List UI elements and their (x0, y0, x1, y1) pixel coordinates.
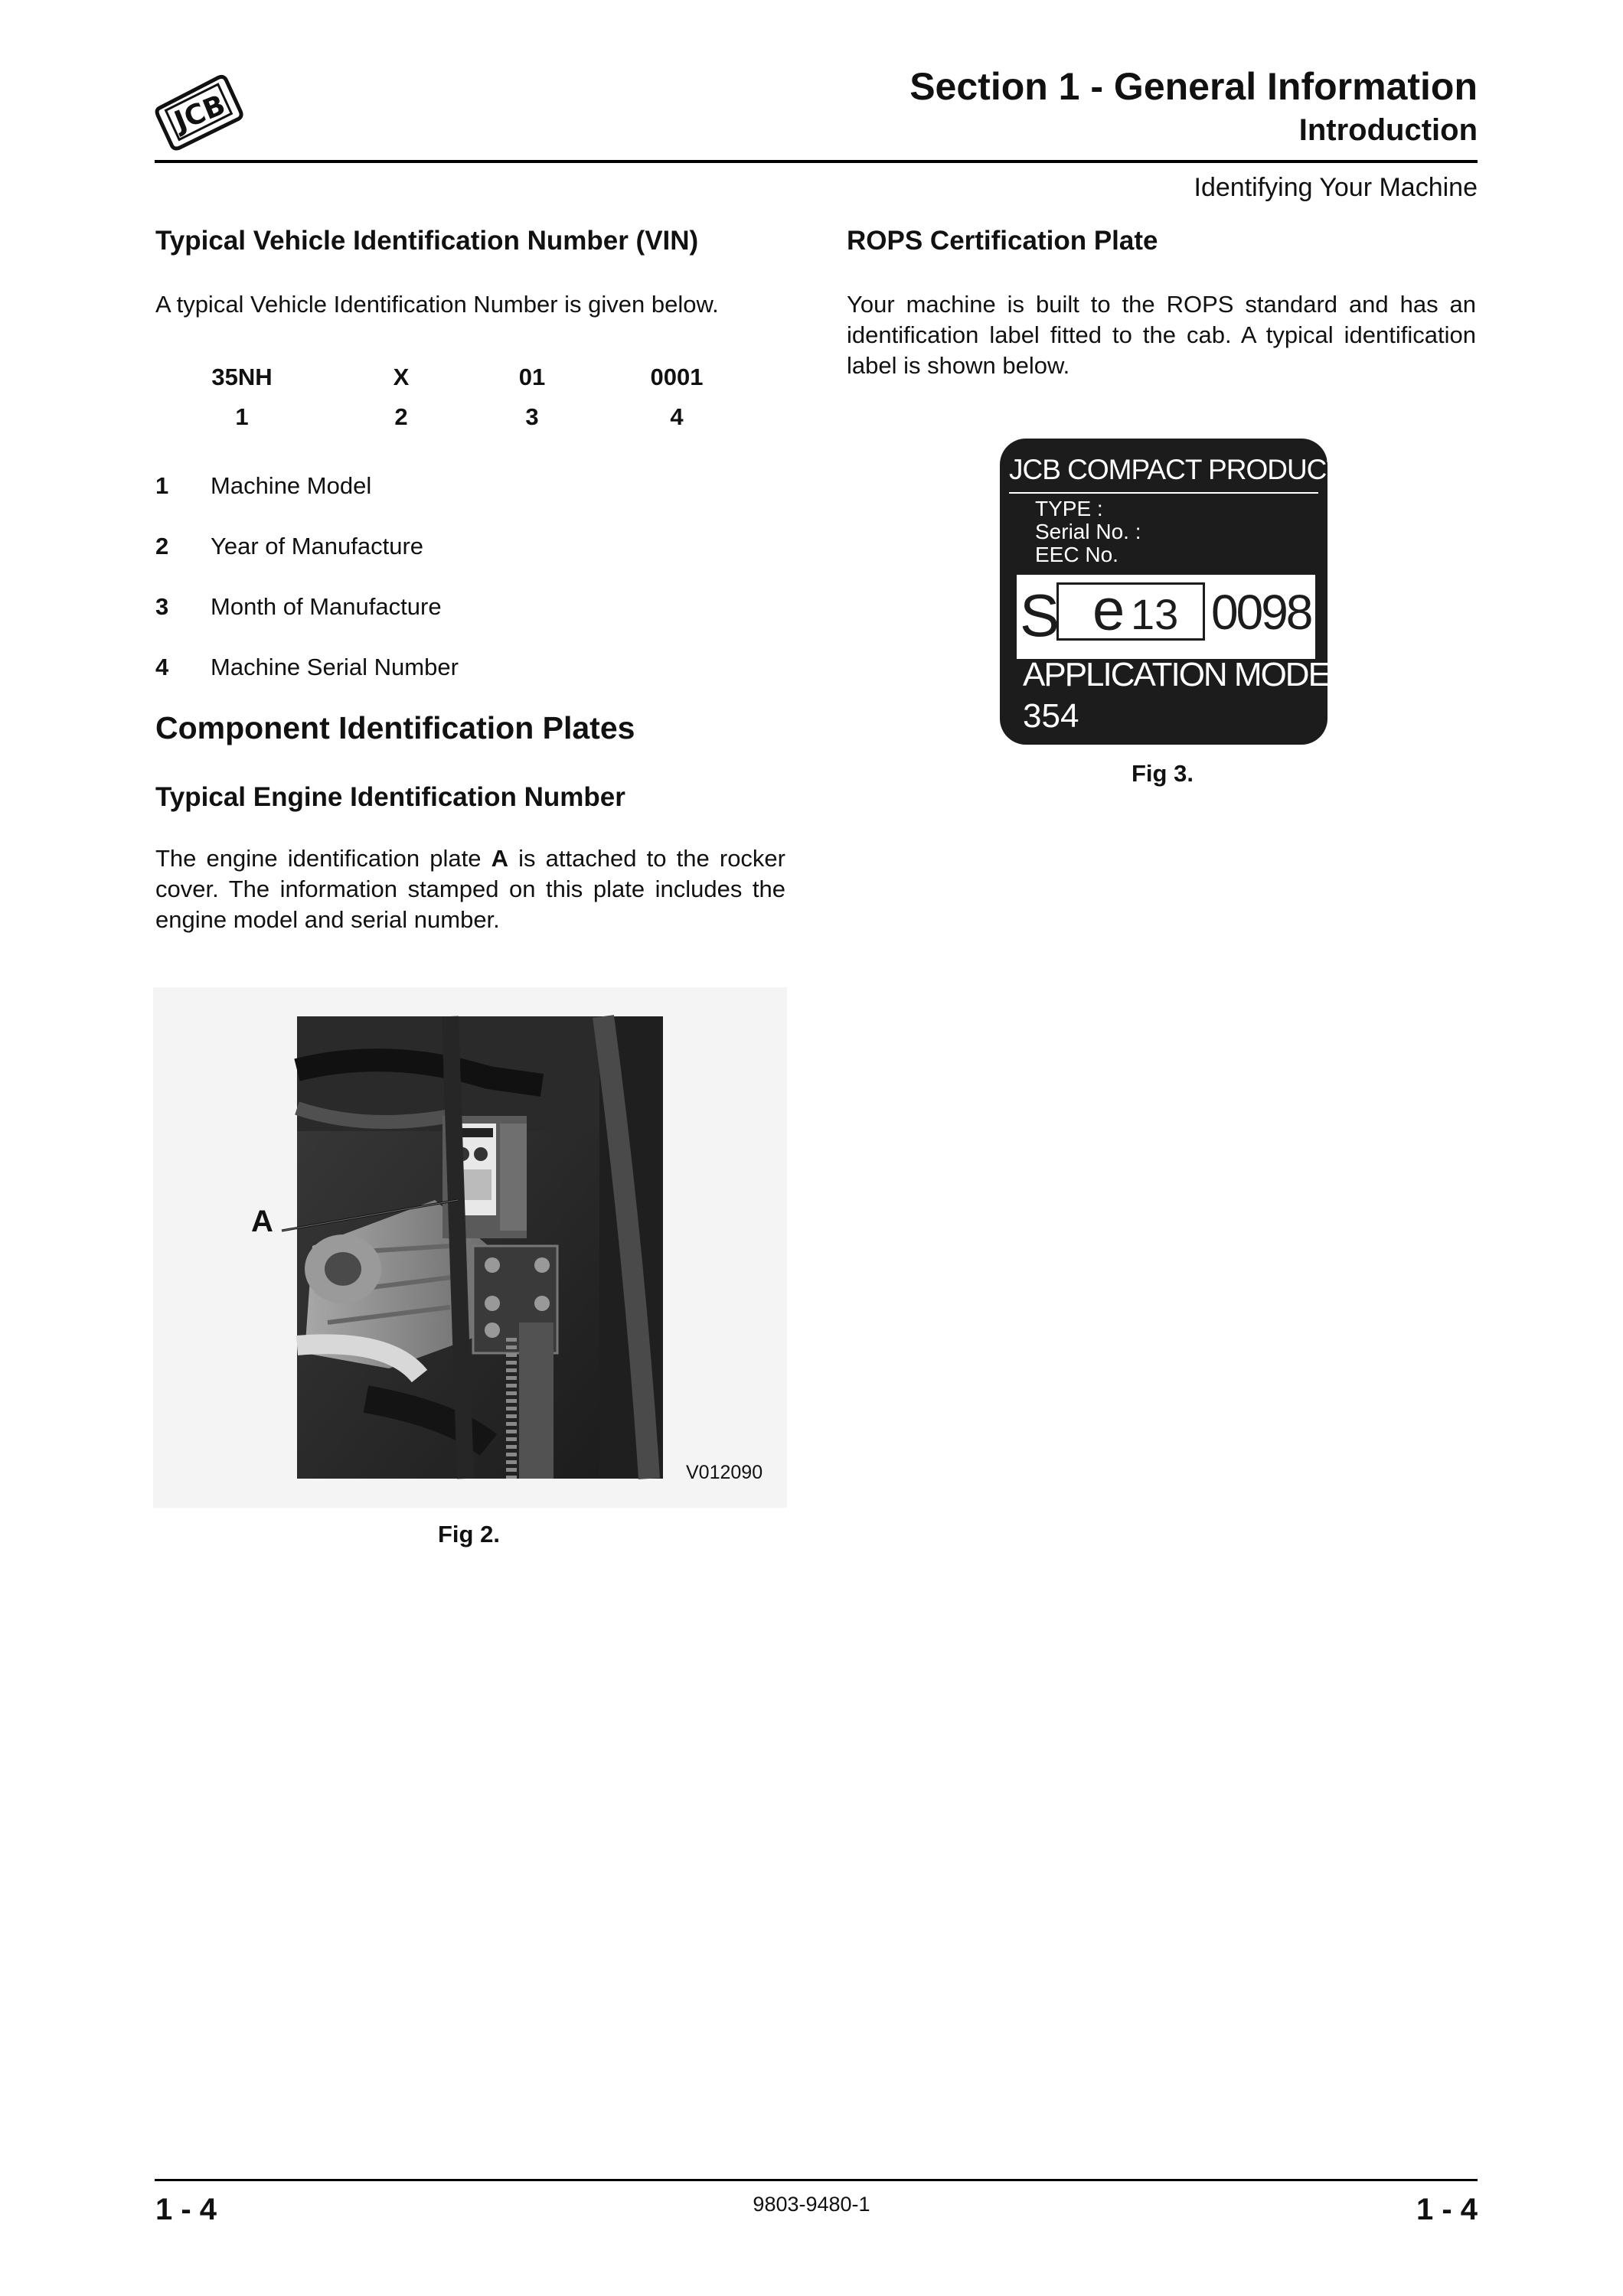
plate-application-label: APPLICATION MODEL (1023, 656, 1347, 693)
approval-mark-box (1056, 578, 1205, 643)
list-item (155, 472, 168, 500)
plate-field-type: TYPE : (1035, 497, 1103, 520)
list-item-number: 4 (155, 654, 169, 680)
vin-code-month: 01 (518, 364, 546, 390)
list-item (155, 654, 168, 681)
list-item (155, 593, 168, 621)
list-item-text: Machine Model (211, 472, 372, 499)
page-number-left: 1 - 4 (155, 2193, 217, 2226)
approval-mark-number: 13 (1131, 590, 1179, 638)
vin-index-1: 1 (235, 403, 249, 430)
figure-3-caption: Fig 3. (1132, 760, 1194, 787)
plate-title: JCB COMPACT PRODUCTS LTD (1009, 454, 1418, 485)
plate-model-number: 354 (1023, 697, 1079, 735)
list-item (155, 533, 168, 560)
header-rule (155, 160, 1478, 163)
figure-2-caption: Fig 2. (438, 1521, 500, 1548)
engine-plate-callout: A (491, 845, 508, 872)
engine-paragraph-text: is attached to the rocker cover. The information stamped on this plate includes the engine model and serial number. (155, 845, 785, 933)
logo-lettering: JCB (170, 89, 230, 138)
footer-rule (155, 2179, 1478, 2181)
approval-mark-e: e (1092, 578, 1125, 643)
rops-certification-plate (1000, 439, 1418, 745)
plate-field-serial: Serial No. : (1035, 520, 1141, 543)
page-number-right: 1 - 4 (1416, 2193, 1478, 2226)
engine-paragraph (155, 843, 785, 935)
vin-index-2: 2 (394, 403, 408, 430)
plate-approval-mark (1017, 575, 1315, 659)
engine-photo (297, 1016, 663, 1479)
vin-code-serial: 0001 (650, 364, 704, 390)
list-item-number: 1 (155, 472, 169, 499)
vin-index-4: 4 (670, 403, 684, 430)
document-number: 9803-9480-1 (753, 2193, 870, 2216)
rops-heading: ROPS Certification Plate (847, 226, 1158, 256)
callout-a-label: A (251, 1205, 273, 1238)
vin-index-3: 3 (525, 403, 539, 430)
engine-paragraph-text: The engine identification plate (155, 845, 491, 872)
vin-code-year: X (393, 364, 410, 390)
subsection-title: Introduction (1298, 113, 1478, 147)
vin-code-model: 35NH (211, 364, 273, 390)
topic-title: Identifying Your Machine (1194, 173, 1478, 202)
plate-field-eec: EEC No. (1035, 543, 1118, 566)
list-item-text: Year of Manufacture (211, 533, 424, 559)
component-heading: Component Identification Plates (155, 710, 635, 745)
jcb-logo (153, 70, 245, 152)
vin-heading: Typical Vehicle Identification Number (VIN) (155, 226, 699, 256)
list-item-text: Machine Serial Number (211, 654, 459, 680)
engine-heading: Typical Engine Identification Number (155, 782, 625, 812)
list-item-number: 2 (155, 533, 169, 559)
section-title: Section 1 - General Information (909, 65, 1478, 108)
vin-table (0, 364, 766, 440)
list-item-text: Month of Manufacture (211, 593, 442, 620)
approval-mark-code: 0098 (1211, 585, 1311, 640)
rops-paragraph: Your machine is built to the ROPS standard and has an identification label fitted to the cab. A typical identification label is shown below. (847, 291, 1476, 379)
callout-a-leader (282, 1194, 465, 1240)
engine-photo-figure (153, 987, 787, 1508)
vin-intro: A typical Vehicle Identification Number is given below. (155, 291, 719, 318)
approval-mark-s: S (1020, 582, 1060, 649)
figure-code: V012090 (686, 1462, 763, 1483)
list-item-number: 3 (155, 593, 169, 620)
plate-title-underline (1009, 492, 1318, 494)
